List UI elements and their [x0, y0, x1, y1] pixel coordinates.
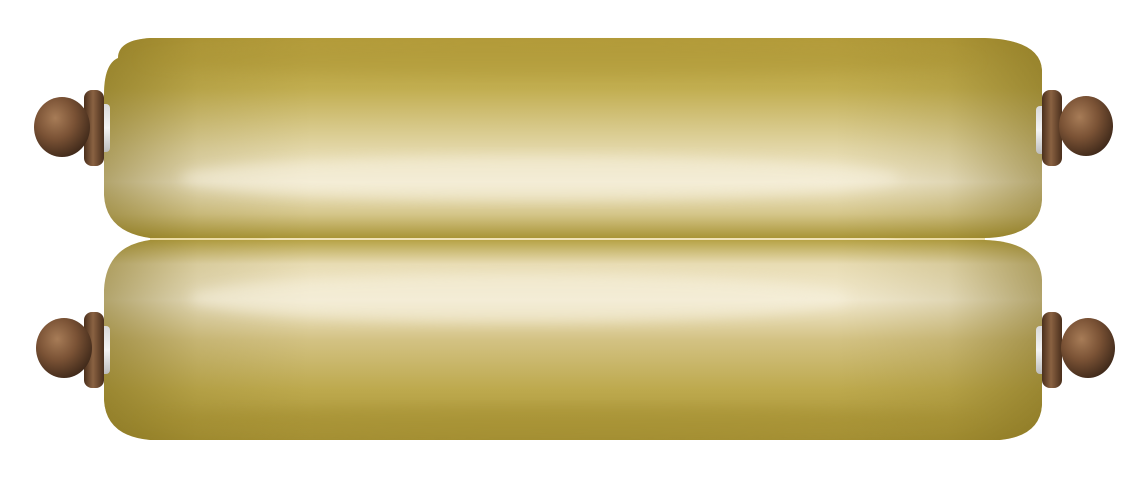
wooden-knob-icon	[1036, 312, 1115, 388]
top-roll	[104, 38, 1042, 238]
wooden-knob-icon	[34, 90, 110, 166]
wooden-knob-icon	[36, 312, 110, 388]
wooden-knob-icon	[1036, 90, 1113, 166]
bottom-roll	[104, 240, 1042, 440]
